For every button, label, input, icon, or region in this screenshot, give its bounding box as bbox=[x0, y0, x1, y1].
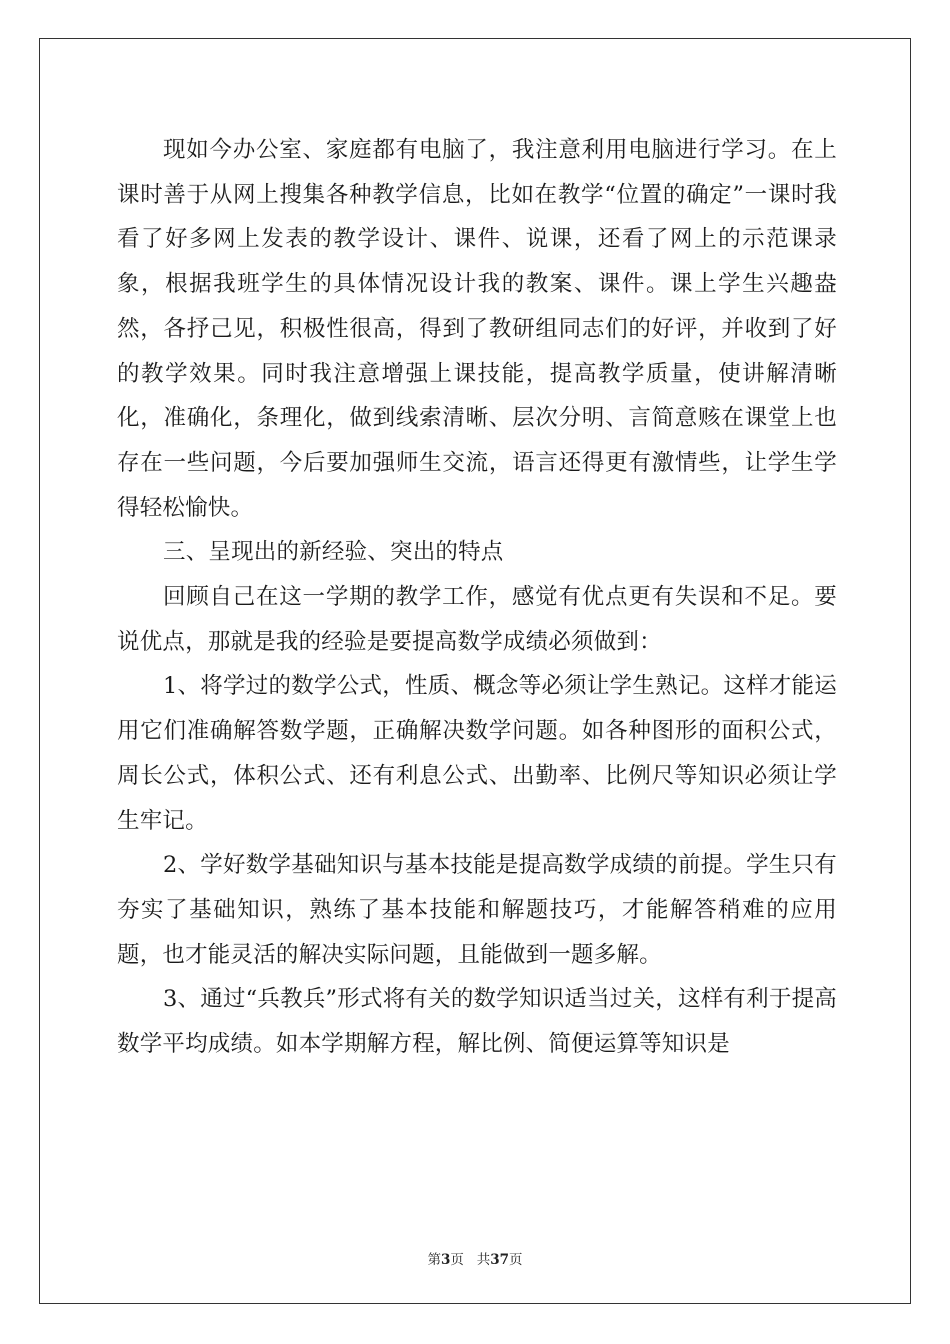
footer-page-suffix: 页 bbox=[450, 1252, 464, 1268]
section-heading-3: 三、呈现出的新经验、突出的特点 bbox=[163, 539, 504, 566]
footer-current-page: 3 bbox=[440, 1252, 451, 1268]
paragraph-1: 现如今办公室、家庭都有电脑了，我注意利用电脑进行学习。在上课时善于从网上搜集各种教学信息，比如在教学“位置的确定”一课时我看了好多网上发表的教学设计、课件、说课，还看了网上的示范课录象，根据我班学生的具体情况设计我的教案、课件。课上学生兴趣盎然，各抒己见，积极性很高，得到了教研组同志们的好评，并收到了好的教学效果。同时我注意增强上课技能，提高教学质量，使讲解清晰化，准确化，条理化，做到线索清晰、层次分明、言简意赅在课堂上也存在一些问题，今后要加强师生交流，语言还得更有激情些，让学生学得轻松愉快。 bbox=[117, 137, 837, 521]
paragraph-review: 回顾自己在这一学期的教学工作，感觉有优点更有失误和不足。要说优点，那就是我的经验是要提高数学成绩必须做到： bbox=[117, 584, 837, 655]
footer-total-suffix: 页 bbox=[509, 1252, 523, 1268]
page-footer bbox=[0, 1248, 950, 1268]
paragraph-point-1: 1、将学过的数学公式，性质、概念等必须让学生熟记。这样才能运用它们准确解答数学题，正确解决数学问题。如各种图形的面积公式，周长公式，体积公式、还有利息公式、出勤率、比例尺等知识必须让学生牢记。 bbox=[117, 673, 837, 834]
footer-total-pages: 37 bbox=[490, 1252, 510, 1268]
paragraph-point-3: 3、通过“兵教兵”形式将有关的数学知识适当过关，这样有利于提高数学平均成绩。如本学期解方程，解比例、简便运算等知识是 bbox=[117, 986, 837, 1058]
footer-prefix: 第 bbox=[427, 1252, 441, 1268]
footer-total-prefix: 共 bbox=[476, 1252, 491, 1268]
paragraph-point-2: 2、学好数学基础知识与基本技能是提高数学成绩的前提。学生只有夯实了基础知识，熟练了基本技能和解题技巧，才能解答稍难的应用题，也才能灵活的解决实际问题，且能做到一题多解。 bbox=[117, 852, 837, 968]
document-body bbox=[117, 128, 837, 1067]
